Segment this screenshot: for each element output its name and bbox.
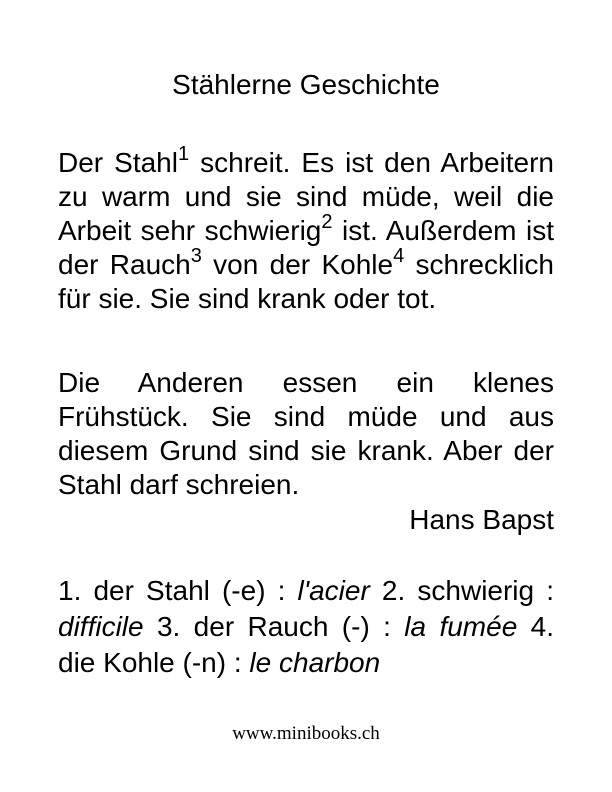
page-title: Stählerne Geschichte [172, 69, 440, 100]
story-paragraph-2: Die Anderen essen ein klenes Frühstück. Sie sind müde und aus diesem Grund sind sie krank. Aber der Stahl darf schreien. [58, 367, 554, 500]
footnote-ref-4: 4 [393, 245, 405, 267]
footnote-term: 4. die Kohle (-n) : [58, 611, 554, 678]
footnote-ref-2: 2 [321, 211, 333, 233]
text-run: ist. Außerdem ist der Rauch [58, 215, 554, 280]
text-run: von der Kohle [201, 249, 394, 280]
footnote-term: 1. der Stahl (-e) : [58, 575, 298, 606]
footer-url: www.minibooks.ch [232, 723, 380, 744]
text-run: Der Stahl [58, 147, 178, 178]
text-run: schreit. Es ist den Arbeitern zu warm und sie sind müde, weil die Arbeit sehr schwierig [58, 147, 555, 246]
footnote-translation: la fumée [404, 611, 518, 642]
footnote-ref-1: 1 [177, 143, 190, 165]
footnote-translation: l'acier [297, 575, 370, 606]
author-name: Hans Bapst [409, 504, 554, 535]
story-paragraph-1 [58, 143, 555, 316]
footnote-term: 2. schwierig : [369, 575, 554, 606]
text-run: schrecklich für sie. Sie sind krank oder tot. [58, 249, 554, 314]
footnote-term: 3. der Rauch (-) : [143, 611, 405, 642]
footnotes [58, 573, 554, 681]
footnote-ref-3: 3 [190, 245, 202, 267]
footnote-translation: le charbon [249, 647, 381, 678]
footnote-translation: difficile [58, 611, 144, 642]
